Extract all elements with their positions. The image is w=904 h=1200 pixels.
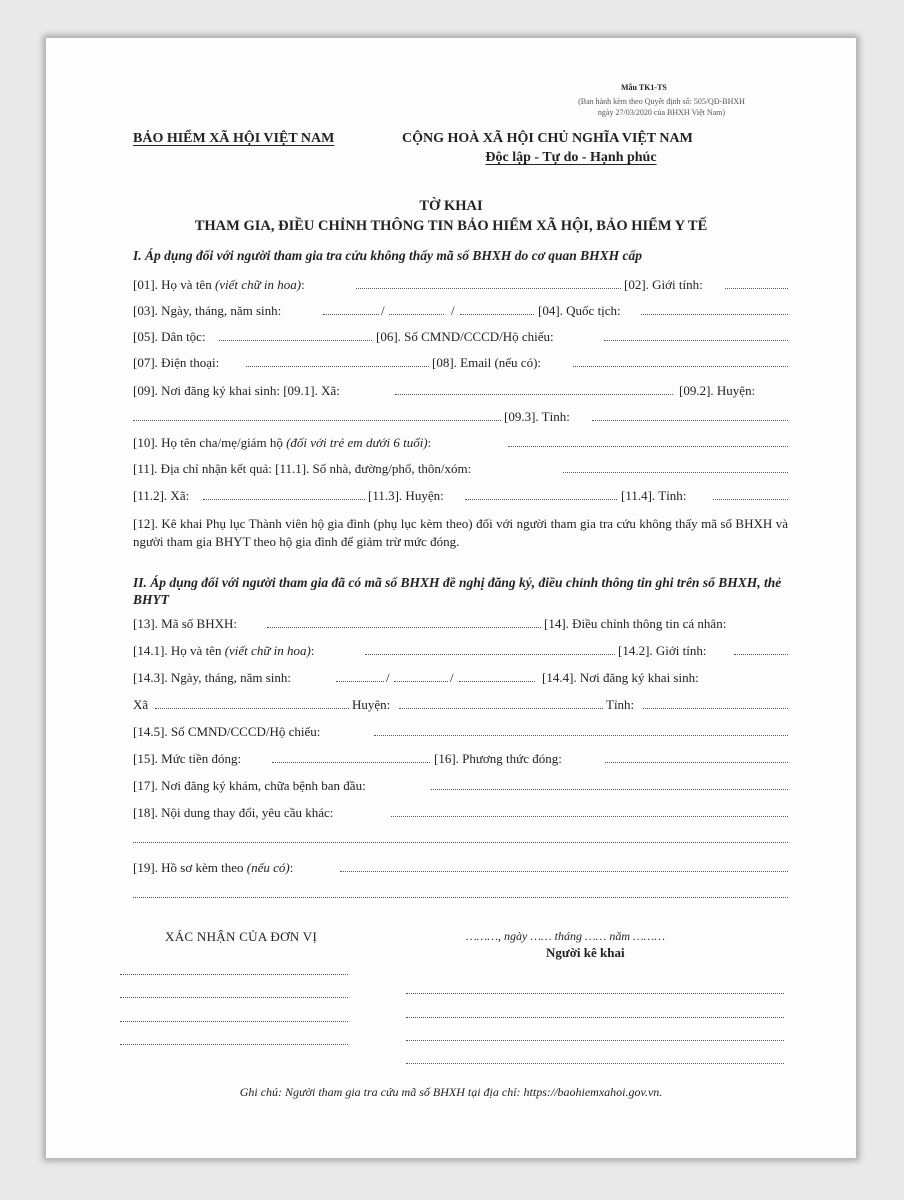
province-label: Tỉnh: xyxy=(606,697,635,712)
field-03-label: [03]. Ngày, tháng, năm sinh: xyxy=(133,303,282,318)
field-11-4-label: [11.4]. Tỉnh: xyxy=(621,488,687,503)
field-11-label: [11]. Địa chỉ nhận kết quả: [11.1]. Số nhà, đường/phố, thôn/xóm: xyxy=(133,461,472,476)
row-17 xyxy=(133,778,788,796)
field-01-label: [01]. Họ và tên (viết chữ in hoa): xyxy=(133,277,305,292)
unit-signature-line[interactable] xyxy=(120,1044,348,1045)
field-16-label: [16]. Phương thức đóng: xyxy=(434,751,562,766)
declarant-signature-line[interactable] xyxy=(406,1040,784,1041)
date-slash: / xyxy=(386,670,390,685)
adjust-commune-input[interactable] xyxy=(155,708,349,709)
declarant-heading: Người kê khai xyxy=(546,945,625,960)
row-14-1 xyxy=(133,643,788,661)
organization-name: BẢO HIỂM XÃ HỘI VIỆT NAM xyxy=(133,131,335,146)
field-17-label: [17]. Nơi đăng ký khám, chữa bệnh ban đầu: xyxy=(133,778,366,793)
row-07 xyxy=(133,355,788,373)
row-05 xyxy=(133,329,788,347)
field-06-label: [06]. Số CMND/CCCD/Hộ chiếu: xyxy=(376,329,554,344)
field-11-2-label: [11.2]. Xã: xyxy=(133,488,190,503)
row-birthplace xyxy=(133,697,788,715)
unit-signature-line[interactable] xyxy=(120,997,348,998)
row-19 xyxy=(133,860,788,878)
result-commune-input[interactable] xyxy=(203,499,365,500)
declarant-signature-line[interactable] xyxy=(406,1017,784,1018)
field-09-label: [09]. Nơi đăng ký khai sinh: [09.1]. Xã: xyxy=(133,383,340,398)
contribution-amount-input[interactable] xyxy=(272,762,430,763)
commune-label: Xã xyxy=(133,697,149,712)
unit-confirmation-heading: XÁC NHẬN CỦA ĐƠN VỊ xyxy=(165,929,318,944)
field-08-label: [08]. Email (nếu có): xyxy=(432,355,542,370)
field-13-label: [13]. Mã số BHXH: xyxy=(133,616,237,631)
attachments-input[interactable] xyxy=(340,871,788,872)
row-11-2 xyxy=(133,488,788,506)
footnote: Ghi chú: Người tham gia tra cứu mã số BHXH tại địa chỉ: https://baohiemxahoi.gov.vn. xyxy=(239,1085,663,1099)
field-10-label: [10]. Họ tên cha/mẹ/giám hộ (đối với trẻ em dưới 6 tuổi): xyxy=(133,435,432,450)
id-number-input[interactable] xyxy=(604,340,788,341)
declarant-signature-line[interactable] xyxy=(406,993,784,994)
row-10 xyxy=(133,435,788,453)
row-09 xyxy=(133,383,788,401)
row-18-continued xyxy=(133,831,788,849)
phone-input[interactable] xyxy=(246,366,429,367)
field-04-label: [04]. Quốc tịch: xyxy=(538,303,621,318)
date-slash: / xyxy=(451,303,455,318)
adjust-birth-day-input[interactable] xyxy=(336,681,384,682)
row-19-continued xyxy=(133,886,788,904)
field-09-2-label: [09.2]. Huyện: xyxy=(679,383,756,398)
ethnicity-input[interactable] xyxy=(219,340,372,341)
change-request-input-line-2[interactable] xyxy=(133,842,788,843)
birth-commune-input[interactable] xyxy=(395,394,673,395)
gender-input[interactable] xyxy=(725,288,788,289)
birth-province-input[interactable] xyxy=(592,420,788,421)
field-12-text: [12]. Kê khai Phụ lục Thành viên hộ gia đình (phụ lục kèm theo) đối với người tham gia tra cứu không thấy mã số BHXH và người tham gia BHYT theo hộ gia đình để giảm trừ mức đóng. xyxy=(133,516,788,549)
row-18 xyxy=(133,805,788,823)
field-14-2-label: [14.2]. Giới tính: xyxy=(618,643,707,658)
result-district-input[interactable] xyxy=(465,499,617,500)
field-05-label: [05]. Dân tộc: xyxy=(133,329,206,344)
field-18-label: [18]. Nội dung thay đổi, yêu cầu khác: xyxy=(133,805,334,820)
adjust-district-input[interactable] xyxy=(399,708,603,709)
field-14-3-label: [14.3]. Ngày, tháng, năm sinh: xyxy=(133,670,292,685)
field-11-3-label: [11.3]. Huyện: xyxy=(368,488,444,503)
row-14-5 xyxy=(133,724,788,742)
form-note-line-1: (Ban hành kèm theo Quyết định số: 505/QĐ-BHXH xyxy=(578,97,745,106)
row-13 xyxy=(133,616,788,634)
change-request-input[interactable] xyxy=(391,816,788,817)
field-07-label: [07]. Điện thoại: xyxy=(133,355,220,370)
adjust-birth-month-input[interactable] xyxy=(394,681,448,682)
birth-year-input[interactable] xyxy=(460,314,534,315)
nationality-input[interactable] xyxy=(641,314,788,315)
birth-day-input[interactable] xyxy=(323,314,379,315)
form-issuance-note xyxy=(534,96,789,118)
declarant-signature-line[interactable] xyxy=(406,1063,784,1064)
unit-signature-line[interactable] xyxy=(120,1021,348,1022)
social-insurance-number-input[interactable] xyxy=(267,627,541,628)
field-09-3-label: [09.3]. Tỉnh: xyxy=(504,409,570,424)
row-03 xyxy=(133,303,788,321)
row-01 xyxy=(133,277,788,295)
field-15-label: [15]. Mức tiền đóng: xyxy=(133,751,242,766)
result-province-input[interactable] xyxy=(713,499,788,500)
row-14-3 xyxy=(133,670,788,688)
payment-method-input[interactable] xyxy=(605,762,788,763)
adjust-full-name-input[interactable] xyxy=(365,654,615,655)
result-street-input[interactable] xyxy=(563,472,788,473)
birth-district-input[interactable] xyxy=(133,420,501,421)
declaration-date-line: ………, ngày …… tháng …… năm ……… xyxy=(466,929,666,943)
adjust-id-number-input[interactable] xyxy=(374,735,788,736)
row-15 xyxy=(133,751,788,769)
form-note-line-2: ngày 27/03/2020 của BHXH Việt Nam) xyxy=(597,108,726,117)
row-11 xyxy=(133,461,788,479)
unit-signature-line[interactable] xyxy=(120,974,348,975)
form-page xyxy=(46,38,856,1158)
national-motto: Độc lập - Tự do - Hạnh phúc xyxy=(485,150,657,165)
full-name-input[interactable] xyxy=(356,288,621,289)
row-09-3 xyxy=(133,409,788,427)
field-19-label: [19]. Hồ sơ kèm theo (nếu có): xyxy=(133,860,294,875)
form-title: TỜ KHAI xyxy=(419,198,483,214)
adjust-gender-input[interactable] xyxy=(734,654,788,655)
adjust-birth-year-input[interactable] xyxy=(459,681,535,682)
guardian-name-input[interactable] xyxy=(508,446,788,447)
district-label: Huyện: xyxy=(352,697,391,712)
adjust-province-input[interactable] xyxy=(643,708,788,709)
birth-month-input[interactable] xyxy=(389,314,444,315)
attachments-input-line-2[interactable] xyxy=(133,897,788,898)
field-14-5-label: [14.5]. Số CMND/CCCD/Hộ chiếu: xyxy=(133,724,321,739)
date-slash: / xyxy=(381,303,385,318)
field-14-4-label: [14.4]. Nơi đăng ký khai sinh: xyxy=(542,670,699,685)
date-slash: / xyxy=(450,670,454,685)
field-14-label: [14]. Điều chỉnh thông tin cá nhân: xyxy=(544,616,727,631)
section-1-heading: I. Áp dụng đối với người tham gia tra cứu không thấy mã số BHXH do cơ quan BHXH cấp xyxy=(133,248,642,263)
form-code: Mẫu TK1-TS xyxy=(621,83,667,92)
field-02-label: [02]. Giới tính: xyxy=(624,277,703,292)
country-name: CỘNG HOÀ XÃ HỘI CHỦ NGHĨA VIỆT NAM xyxy=(402,131,693,146)
section-2-heading: II. Áp dụng đối với người tham gia đã có mã số BHXH đề nghị đăng ký, điều chỉnh thông tin ghi trên sổ BHXH, thẻ BHYT xyxy=(133,575,782,607)
healthcare-facility-input[interactable] xyxy=(431,789,788,790)
field-14-1-label: [14.1]. Họ và tên (viết chữ in hoa): xyxy=(133,643,315,658)
email-input[interactable] xyxy=(573,366,788,367)
form-subtitle: THAM GIA, ĐIỀU CHỈNH THÔNG TIN BẢO HIỂM XÃ HỘI, BẢO HIỂM Y TẾ xyxy=(194,218,708,234)
